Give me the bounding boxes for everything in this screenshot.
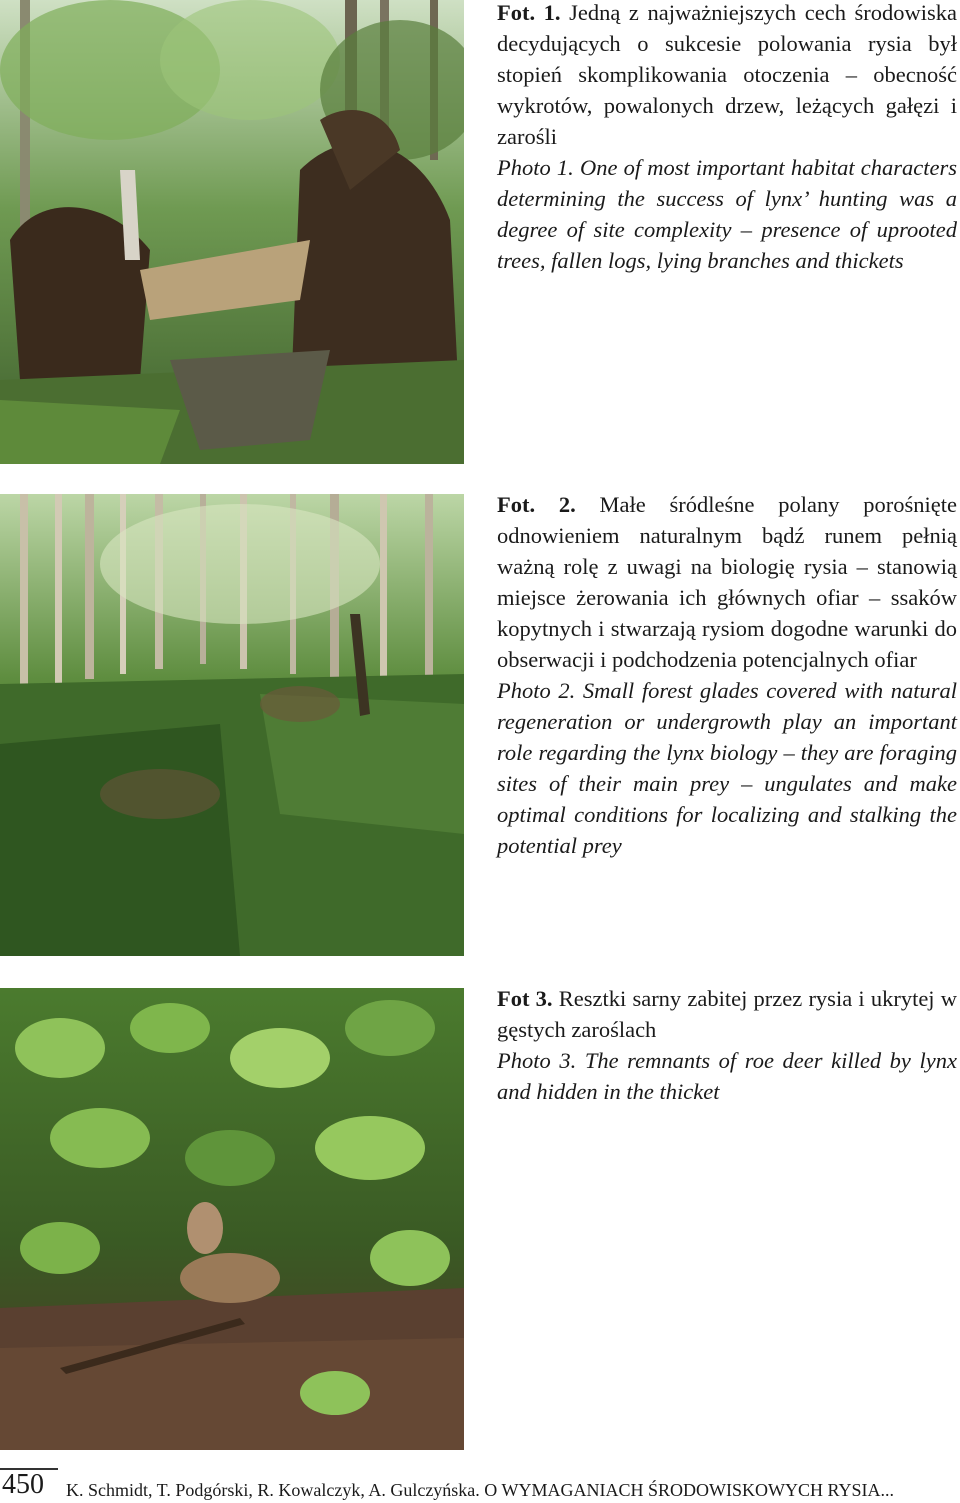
photo-1-caption-polish: [497, 0, 957, 152]
photo-3-caption-polish: [497, 983, 957, 1045]
photo-roe-deer-remains: [0, 988, 464, 1450]
photo-2-caption-polish-text: Małe śródleśne polany porośnięte odnowieniem naturalnym bądź runem pełnią ważną rolę z uwagi na biologię rysia – stanowią miejsce żerowania ich głównych ofiar – ssaków kopytnych i stwarzają rysiom dogodne warunki do obserwacji i podchodzenia potencjalnych ofiar: [497, 492, 957, 672]
photo-1-label: Fot. 1.: [497, 0, 561, 25]
photo-uprooted-trees-image: [0, 0, 464, 464]
photo-forest-glade: [0, 494, 464, 956]
photo-2-caption-polish: [497, 489, 957, 675]
photo-forest-glade-image: [0, 494, 464, 956]
photo-2-caption: [497, 489, 957, 861]
photo-1-caption-polish-text: Jedną z najważniejszych cech środowiska decydujących o sukcesie polowania rysia był stopień skomplikowania otoczenia – obecność wykrotów, powalonych drzew, leżących gałęzi i zarośli: [497, 0, 957, 149]
photo-1-caption-english: Photo 1. One of most important habitat characters determining the success of lynx’ hunting was a degree of site complexity – presence of uprooted trees, fallen logs, lying branches and thickets: [497, 155, 957, 273]
running-head: K. Schmidt, T. Podgórski, R. Kowalczyk, A. Gulczyńska. O WYMAGANIACH ŚRODOWISKOWYCH RYSIA...: [66, 1480, 894, 1500]
photo-3-caption-polish-text: Resztki sarny zabitej przez rysia i ukrytej w gęstych zaroślach: [497, 986, 957, 1042]
page-footer: [0, 1468, 960, 1503]
page-number: 450: [2, 1469, 44, 1500]
photo-roe-deer-remains-image: [0, 988, 464, 1450]
photo-2-caption-english: Photo 2. Small forest glades covered with natural regeneration or undergrowth play an important role regarding the lynx biology – they are foraging sites of their main prey – ungulates and make optimal conditions for localizing and stalking the potential prey: [497, 678, 957, 858]
photo-3-caption: [497, 983, 957, 1107]
photo-3-label: Fot 3.: [497, 986, 553, 1011]
photo-2-label: Fot. 2.: [497, 492, 576, 517]
photo-1-caption: [497, 0, 957, 276]
photo-uprooted-trees: [0, 0, 464, 464]
photo-3-caption-english: Photo 3. The remnants of roe deer killed by lynx and hidden in the thicket: [497, 1048, 957, 1104]
